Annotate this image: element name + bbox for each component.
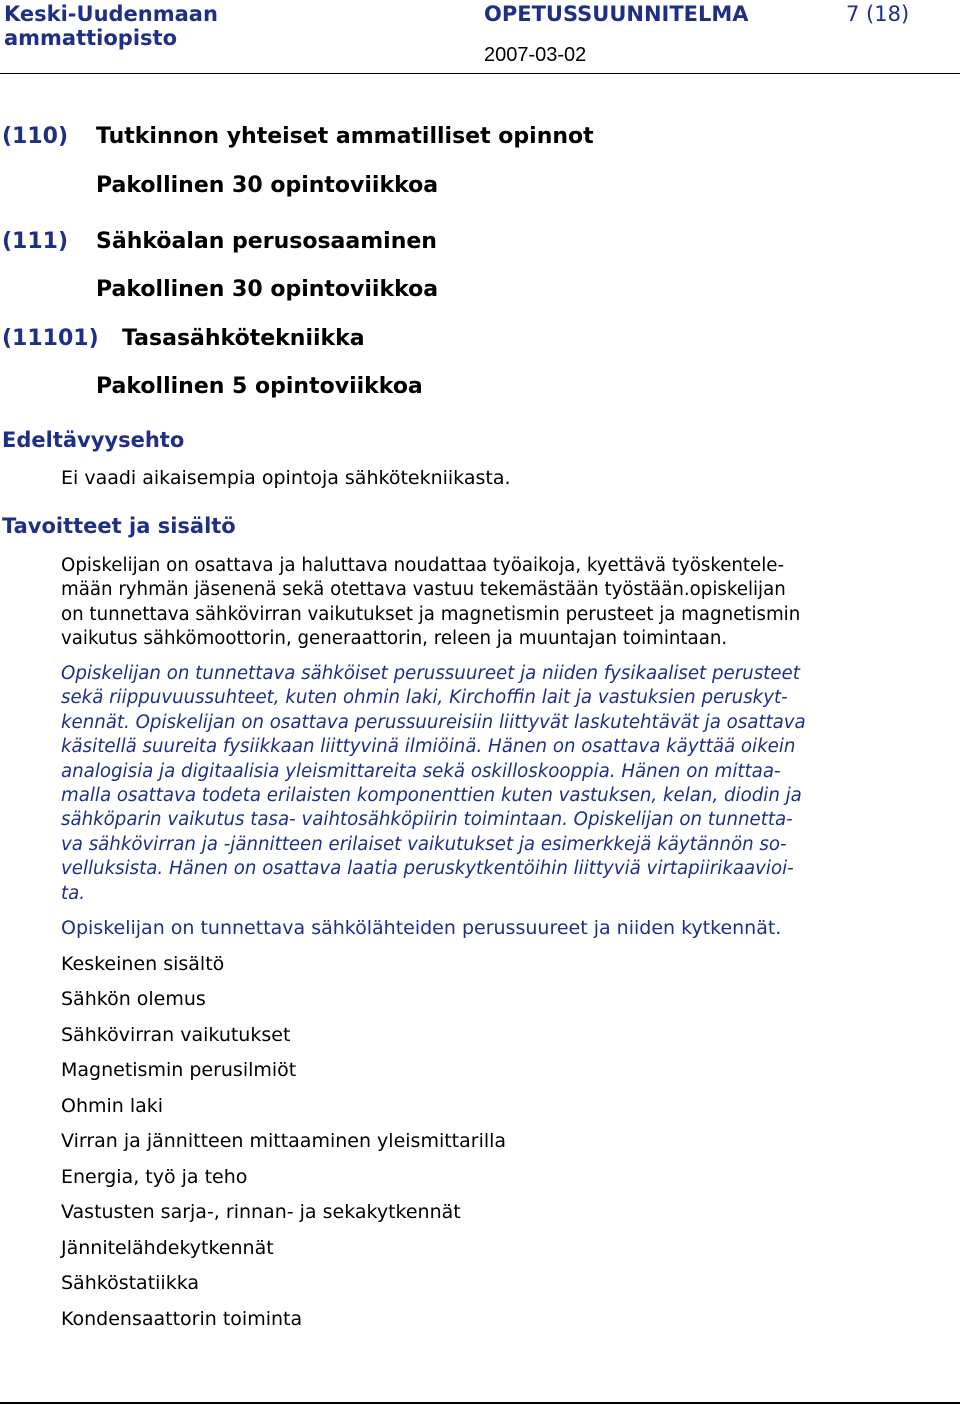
organization-name: [4, 2, 218, 50]
text-line: malla osattava todeta erilaisten komponenttien kuten vastuksen, kelan, diodin ja: [61, 785, 802, 807]
text-line: Opiskelijan on tunnettava sähköiset perussuureet ja niiden fysikaaliset perusteet: [61, 663, 800, 684]
section-code: (110): [2, 124, 69, 149]
list-item: Sähkön olemus: [61, 988, 206, 1010]
text-line: Opiskelijan on osattava ja haluttava noudattaa työaikoja, kyettävä työskentele-: [61, 555, 785, 576]
page-header: [0, 0, 960, 74]
section-heading-11101: [2, 326, 365, 352]
organization-name-line1: Keski-Uudenmaan: [4, 2, 218, 26]
section-title: Tutkinnon yhteiset ammatilliset opinnot: [96, 124, 594, 149]
list-item: Kondensaattorin toiminta: [61, 1308, 303, 1330]
header-divider: [0, 73, 960, 74]
text-line: vaikutus sähkömoottorin, generaattorin, releen ja muuntajan toimintaan.: [61, 628, 728, 650]
text-line: velluksista. Hänen on osattava laatia peruskytkentöihin liittyviä virtapiirikaavioi-: [61, 858, 794, 880]
section-code: (11101): [2, 326, 99, 351]
page-number: 7 (18): [846, 2, 910, 26]
text-line: mään ryhmän jäsenenä sekä otettava vastuu tekemästään työstään.opiskelijan: [61, 579, 786, 601]
text-line: sekä riippuvuussuhteet, kuten ohmin laki, Kirchoffin lait ja vastuksien peruskyt-: [61, 687, 788, 709]
goals-paragraph-1: [61, 554, 901, 652]
text-line: kennät. Opiskelijan on osattava perussuureisiin liittyvät laskutehtävät ja osattava: [61, 711, 806, 733]
prerequisite-label: Edeltävyysehto: [2, 428, 185, 452]
list-item: Sähköstatiikka: [61, 1272, 200, 1294]
section-status-111: Pakollinen 30 opintoviikkoa: [96, 277, 439, 302]
footer-divider: [0, 1402, 960, 1404]
list-item: Ohmin laki: [61, 1095, 164, 1117]
text-line: on tunnettava sähkövirran vaikutukset ja magnetismin perusteet ja magnetismin: [61, 603, 801, 625]
text-line: va sähkövirran ja -jännitteen erilaiset vaikutukset ja esimerkkejä käytännön so-: [61, 833, 787, 855]
list-item: Virran ja jännitteen mittaaminen yleismittarilla: [61, 1130, 507, 1152]
section-heading-111: [2, 229, 437, 255]
text-line: analogisia ja digitaalisia yleismittareita sekä oskilloskooppia. Hänen on mittaa-: [61, 760, 781, 782]
text-line: ta.: [61, 882, 86, 904]
goals-paragraph-2: [61, 662, 901, 906]
list-item: Magnetismin perusilmiöt: [61, 1059, 297, 1081]
text-line: käsitellä suureita fysiikkaan liittyvinä ilmiöinä. Hänen on osattava käyttää oikein: [61, 736, 796, 758]
list-item: Jännitelähdekytkennät: [61, 1237, 274, 1259]
section-code: (111): [2, 229, 69, 254]
section-heading-110: [2, 124, 594, 150]
core-content-label: Keskeinen sisältö: [61, 953, 225, 975]
list-item: Sähkövirran vaikutukset: [61, 1024, 291, 1046]
goals-paragraph-3: Opiskelijan on tunnettava sähkölähteiden perussuureet ja niiden kytkennät.: [61, 917, 782, 939]
list-item: Energia, työ ja teho: [61, 1166, 248, 1188]
section-title: Sähköalan perusosaaminen: [96, 229, 437, 254]
organization-name-line2: ammattiopisto: [4, 26, 178, 50]
document-title: OPETUSSUUNNITELMA: [484, 2, 749, 26]
prerequisite-text: Ei vaadi aikaisempia opintoja sähkötekniikasta.: [61, 467, 511, 489]
text-line: sähköparin vaikutus tasa- vaihtosähköpiirin toimintaan. Opiskelijan on tunnetta-: [61, 809, 793, 831]
list-item: Vastusten sarja-, rinnan- ja sekakytkennät: [61, 1201, 461, 1223]
section-status-11101: Pakollinen 5 opintoviikkoa: [96, 374, 423, 399]
section-status-110: Pakollinen 30 opintoviikkoa: [96, 173, 439, 198]
goals-label: Tavoitteet ja sisältö: [2, 514, 236, 538]
section-title: Tasasähkötekniikka: [122, 326, 365, 351]
document-date: 2007-03-02: [484, 44, 587, 66]
